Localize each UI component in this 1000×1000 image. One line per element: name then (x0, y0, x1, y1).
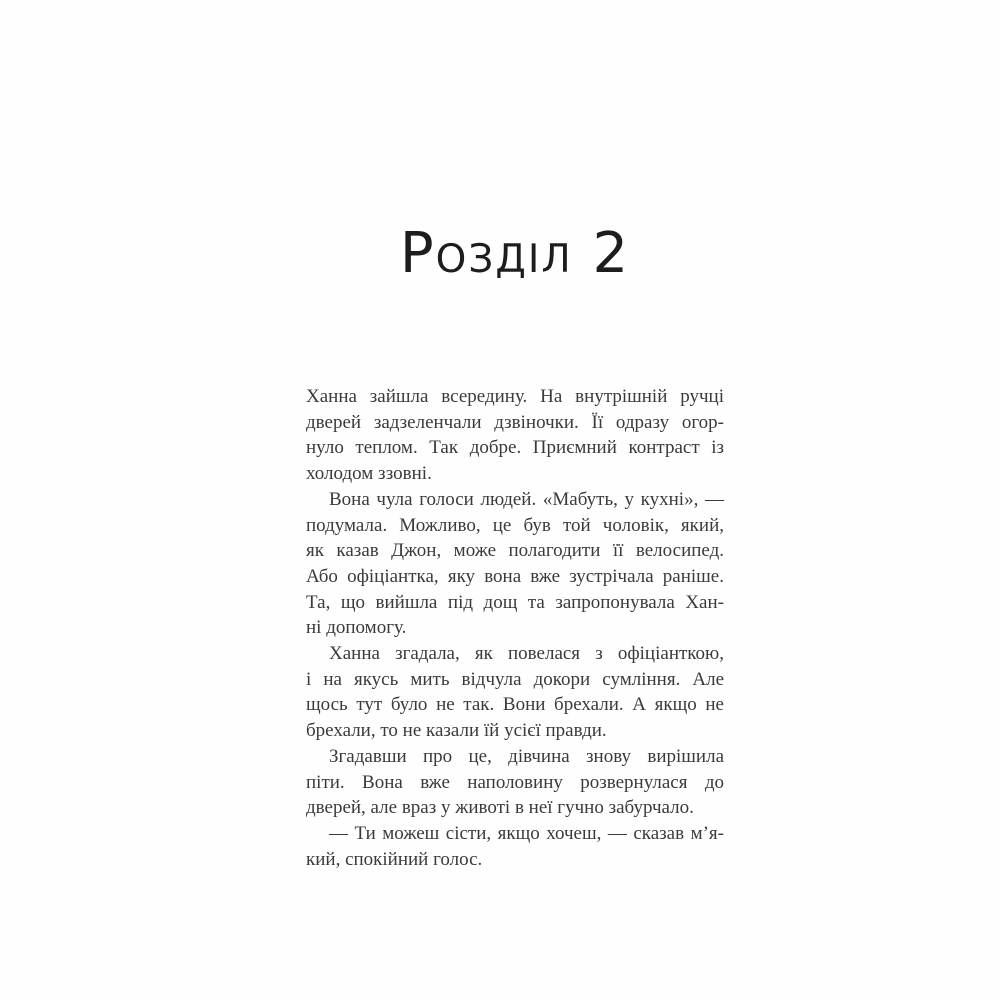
text-line: щось тут було не так. Вони брехали. А якщо не (306, 694, 724, 716)
text-line: піти. Вона вже наполовину розвернулася до (306, 771, 724, 793)
text-line: подумала. Можливо, це був той чоловік, який, (306, 514, 724, 536)
text-line: брехали, то не казали їй усієї правди. (306, 720, 607, 742)
text-line: Та, що вийшла під дощ та запропонувала Хан- (306, 591, 724, 613)
text-line: як казав Джон, може полагодити її велосипед. (306, 540, 724, 562)
text-line: Або офіціантка, яку вона вже зустрічала раніше. (306, 565, 724, 587)
text-line: Ханна згадала, як повелася з офіціанткою, (329, 643, 724, 665)
paragraph (306, 487, 724, 641)
text-line: холодом ззовні. (306, 463, 432, 485)
text-line: дверей задзеленчали дзвіночки. Її одразу огор- (306, 411, 724, 433)
paragraph (306, 821, 724, 872)
text-line: дверей, але враз у животі в неї гучно забурчало. (306, 797, 694, 819)
text-line: Ханна зайшла всередину. На внутрішній ручці (306, 386, 724, 407)
paragraph (306, 744, 724, 821)
text-line: — Ти можеш сісти, якщо хочеш, — сказав м’я- (329, 822, 724, 844)
text-block (306, 384, 724, 872)
text-line: і на якусь мить відчула докори сумління. Але (306, 668, 724, 690)
paragraph (306, 384, 724, 487)
text-line: кий, спокійний голос. (306, 848, 483, 870)
text-line: нуло теплом. Так добре. Приємний контраст із (306, 437, 724, 459)
text-line: Згадавши про це, дівчина знову вирішила (329, 745, 724, 767)
text-line: Вона чула голоси людей. «Мабуть, у кухні», — (329, 488, 724, 510)
chapter-title: Розділ 2 (399, 221, 631, 286)
paragraph (306, 641, 724, 744)
text-line: ні допомогу. (306, 617, 407, 639)
